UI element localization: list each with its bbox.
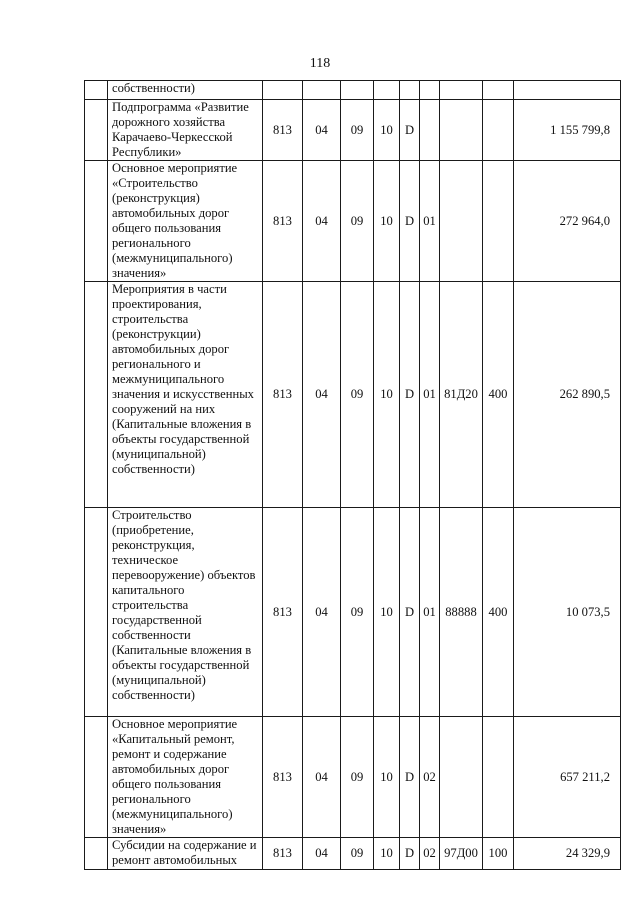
grbs-code-cell: 813 [263, 100, 303, 161]
program-code-cell: 10 [374, 282, 400, 508]
table-row [85, 100, 621, 161]
item-name-cell: Мероприятия в части проектирования, строительства (реконструкции) автомобильных дорог регионального и межмуниципального значения и искусственных сооружений на них (Капитальные вложения в объекты государственной (муниципальной) собственности) [108, 282, 263, 508]
expense-type-cell: 100 [483, 838, 514, 870]
main-activity-code-cell: 01 [420, 161, 440, 282]
table-row [85, 81, 621, 100]
amount-cell: 262 890,5 [514, 282, 621, 508]
subprogram-code-cell: D [400, 282, 420, 508]
section-code-cell: 04 [303, 838, 341, 870]
program-code-cell: 10 [374, 508, 400, 717]
subsection-code-cell: 09 [341, 282, 374, 508]
blank-cell [85, 282, 108, 508]
budget-table [84, 80, 621, 870]
table-row [85, 161, 621, 282]
subprogram-code-cell: D [400, 508, 420, 717]
blank-cell [85, 81, 108, 100]
main-activity-code-cell [420, 81, 440, 100]
expense-direction-cell [440, 100, 483, 161]
subsection-code-cell: 09 [341, 161, 374, 282]
blank-cell [85, 838, 108, 870]
grbs-code-cell [263, 81, 303, 100]
blank-cell [85, 508, 108, 717]
grbs-code-cell: 813 [263, 508, 303, 717]
expense-type-cell [483, 100, 514, 161]
amount-cell: 24 329,9 [514, 838, 621, 870]
subsection-code-cell: 09 [341, 838, 374, 870]
expense-type-cell [483, 717, 514, 838]
subprogram-code-cell: D [400, 161, 420, 282]
expense-direction-cell [440, 717, 483, 838]
main-activity-code-cell [420, 100, 440, 161]
program-code-cell: 10 [374, 100, 400, 161]
amount-cell: 10 073,5 [514, 508, 621, 717]
item-name-cell: Подпрограмма «Развитие дорожного хозяйства Карачаево-Черкесской Республики» [108, 100, 263, 161]
item-name-cell: Строительство (приобретение, реконструкция, техническое перевооружение) объектов капитального строительства государственной собственности (Капитальные вложения в объекты государственной (муниципальной) собственности) [108, 508, 263, 717]
grbs-code-cell: 813 [263, 717, 303, 838]
item-name-cell: Основное мероприятие «Капитальный ремонт, ремонт и содержание автомобильных дорог общего пользования регионального (межмуниципального) значения» [108, 717, 263, 838]
subprogram-code-cell: D [400, 838, 420, 870]
expense-type-cell [483, 161, 514, 282]
program-code-cell: 10 [374, 838, 400, 870]
subprogram-code-cell: D [400, 717, 420, 838]
table-row [85, 282, 621, 508]
expense-direction-cell: 97Д00 [440, 838, 483, 870]
amount-cell: 657 211,2 [514, 717, 621, 838]
page-number: 118 [309, 56, 331, 71]
section-code-cell: 04 [303, 508, 341, 717]
main-activity-code-cell: 02 [420, 717, 440, 838]
main-activity-code-cell: 02 [420, 838, 440, 870]
subsection-code-cell: 09 [341, 717, 374, 838]
main-activity-code-cell: 01 [420, 508, 440, 717]
item-name-cell: Субсидии на содержание и ремонт автомобильных [108, 838, 263, 870]
expense-direction-cell: 88888 [440, 508, 483, 717]
section-code-cell [303, 81, 341, 100]
item-name-cell: Основное мероприятие «Строительство (реконструкция) автомобильных дорог общего пользования регионального (межмуниципального) значения» [108, 161, 263, 282]
section-code-cell: 04 [303, 161, 341, 282]
subprogram-code-cell [400, 81, 420, 100]
blank-cell [85, 100, 108, 161]
program-code-cell: 10 [374, 161, 400, 282]
blank-cell [85, 717, 108, 838]
program-code-cell: 10 [374, 717, 400, 838]
subsection-code-cell: 09 [341, 508, 374, 717]
expense-type-cell [483, 81, 514, 100]
table-row [85, 717, 621, 838]
main-activity-code-cell: 01 [420, 282, 440, 508]
program-code-cell [374, 81, 400, 100]
blank-cell [85, 161, 108, 282]
grbs-code-cell: 813 [263, 282, 303, 508]
item-name-cell: собственности) [108, 81, 263, 100]
subsection-code-cell [341, 81, 374, 100]
expense-direction-cell [440, 161, 483, 282]
expense-type-cell: 400 [483, 282, 514, 508]
grbs-code-cell: 813 [263, 838, 303, 870]
amount-cell [514, 81, 621, 100]
table-row [85, 508, 621, 717]
section-code-cell: 04 [303, 717, 341, 838]
section-code-cell: 04 [303, 282, 341, 508]
subsection-code-cell: 09 [341, 100, 374, 161]
amount-cell: 1 155 799,8 [514, 100, 621, 161]
expense-direction-cell [440, 81, 483, 100]
amount-cell: 272 964,0 [514, 161, 621, 282]
grbs-code-cell: 813 [263, 161, 303, 282]
table-row [85, 838, 621, 870]
subprogram-code-cell: D [400, 100, 420, 161]
expense-direction-cell: 81Д20 [440, 282, 483, 508]
expense-type-cell: 400 [483, 508, 514, 717]
section-code-cell: 04 [303, 100, 341, 161]
